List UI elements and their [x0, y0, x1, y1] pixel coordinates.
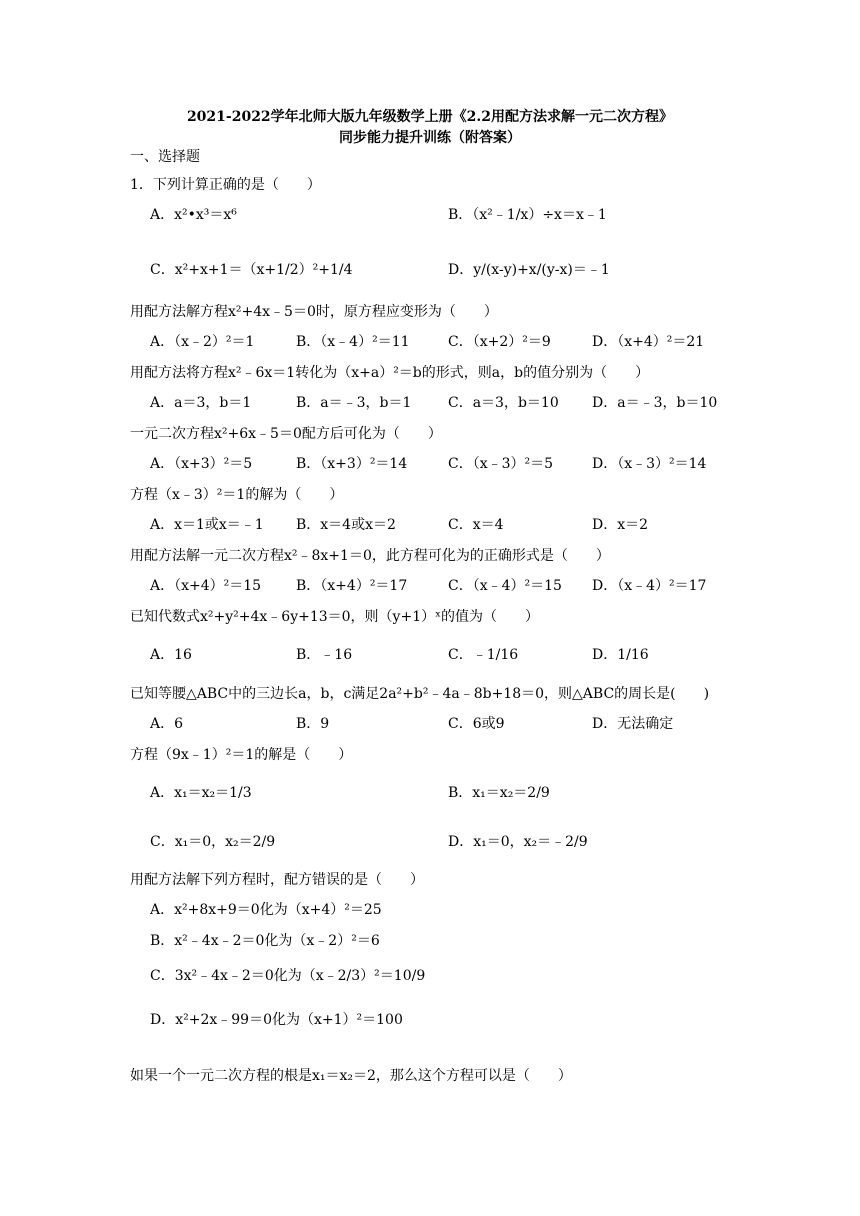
q6-option-b: B．（x+4）²＝17 [296, 578, 408, 594]
q2-option-b: B．（x﹣4）²＝11 [296, 334, 410, 350]
q10-option-d: D．x²+2x﹣99＝0化为（x+1）²＝100 [150, 1012, 403, 1028]
q10-option-c: C．3x²﹣4x﹣2＝0化为（x﹣2/3）²＝10/9 [150, 968, 426, 984]
q4-option-d: D．（x﹣3）²＝14 [592, 456, 707, 472]
q6-option-c: C．（x﹣4）²＝15 [448, 578, 562, 594]
q3-option-a: A．a＝3，b＝1 [150, 395, 252, 411]
question-9: 方程（9x﹣1）²＝1的解是（ ） [130, 747, 353, 763]
q3-option-d: D．a＝﹣3，b＝10 [592, 395, 718, 411]
q2-option-d: D．（x+4）²＝21 [592, 334, 705, 350]
question-6: 用配方法解一元二次方程x²﹣8x+1＝0，此方程可化为的正确形式是（ ） [130, 548, 610, 564]
q6-option-a: A．（x+4）²＝15 [150, 578, 262, 594]
q7-option-b: B．﹣16 [296, 647, 353, 663]
q10-option-b: B．x²﹣4x﹣2＝0化为（x﹣2）²＝6 [150, 933, 380, 949]
q5-option-c: C．x＝4 [448, 517, 504, 533]
q8-option-a: A．6 [150, 716, 184, 732]
q1-option-c: C．x²+x+1＝（x+1/2）²+1/4 [150, 262, 353, 278]
question-2: 用配方法解方程x²+4x﹣5＝0时，原方程应变形为（ ） [130, 304, 498, 320]
q8-option-b: B．9 [296, 716, 330, 732]
q8-option-d: D．无法确定 [592, 716, 674, 732]
question-11: 如果一个一元二次方程的根是x₁＝x₂＝2，那么这个方程可以是（ ） [130, 1068, 572, 1084]
q3-option-c: C．a＝3，b＝10 [448, 395, 559, 411]
q5-option-a: A．x＝1或x＝﹣1 [150, 517, 264, 533]
q8-option-c: C．6或9 [448, 716, 505, 732]
q1-option-b: B．（x²﹣1/x）÷x＝x﹣1 [448, 207, 607, 223]
section-heading: 一、选择题 [130, 149, 200, 165]
q2-option-a: A．（x﹣2）²＝1 [150, 334, 255, 350]
q7-option-a: A．16 [150, 647, 192, 663]
q4-option-b: B．（x+3）²＝14 [296, 456, 408, 472]
question-8: 已知等腰△ABC中的三边长a，b，c满足2a²+b²﹣4a﹣8b+18＝0，则△ABC的周长是( ) [130, 686, 710, 702]
q5-option-d: D．x＝2 [592, 517, 649, 533]
question-10: 用配方法解下列方程时，配方错误的是（ ） [130, 872, 424, 888]
question-7: 已知代数式x²+y²+4x﹣6y+13＝0，则（y+1）ˣ的值为（ ） [130, 609, 540, 625]
q4-option-c: C．（x﹣3）²＝5 [448, 456, 554, 472]
question-5: 方程（x﹣3）²＝1的解为（ ） [130, 487, 344, 503]
q1-option-a: A．x²•x³＝x⁶ [150, 207, 237, 223]
q9-option-d: D．x₁＝0，x₂＝﹣2/9 [448, 834, 588, 850]
q2-option-c: C．（x+2）²＝9 [448, 334, 551, 350]
q4-option-a: A．（x+3）²＝5 [150, 456, 253, 472]
q3-option-b: B．a＝﹣3，b＝1 [296, 395, 412, 411]
q6-option-d: D．（x﹣4）²＝17 [592, 578, 707, 594]
question-3: 用配方法将方程x²﹣6x＝1转化为（x+a）²＝b的形式，则a，b的值分别为（ ） [130, 365, 650, 381]
question-4: 一元二次方程x²+6x﹣5＝0配方后可化为（ ） [130, 426, 442, 442]
q9-option-b: B．x₁＝x₂＝2/9 [448, 785, 550, 801]
q7-option-d: D．1/16 [592, 647, 649, 663]
document-title: 2021-2022学年北师大版九年级数学上册《2.2用配方法求解一元二次方程》 [186, 109, 674, 125]
q10-option-a: A．x²+8x+9＝0化为（x+4）²＝25 [150, 902, 382, 918]
q9-option-a: A．x₁＝x₂＝1/3 [150, 785, 252, 801]
question-1: 1．下列计算正确的是（ ） [130, 177, 321, 193]
q9-option-c: C．x₁＝0，x₂＝2/9 [150, 834, 276, 850]
document-subtitle: 同步能力提升训练（附答案） [339, 130, 521, 146]
q1-option-d: D．y/(x-y)+x/(y-x)＝﹣1 [448, 262, 610, 278]
q7-option-c: C．﹣1/16 [448, 647, 519, 663]
q5-option-b: B．x＝4或x＝2 [296, 517, 396, 533]
